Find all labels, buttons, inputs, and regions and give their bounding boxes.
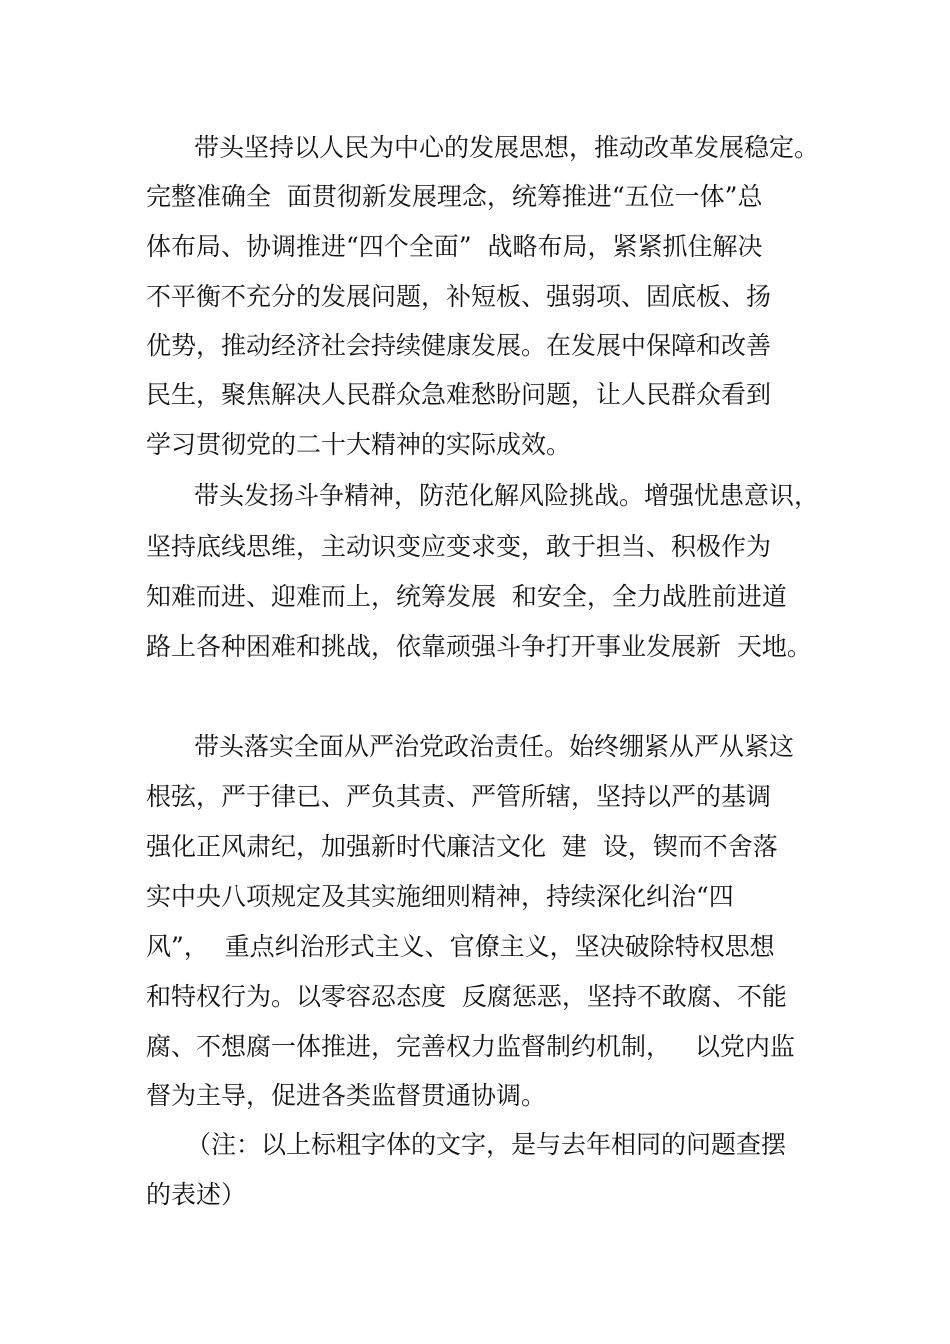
paragraph-3-line-5: 风”， 重点纠治形式主义、官僚主义，坚决破除特权思想 — [146, 932, 775, 961]
paragraph-2-line-3: 知难而进、迎难而上，统筹发展 和安全，全力战胜前进道 — [146, 582, 787, 611]
paragraph-1-line-4: 不平衡不充分的发展问题，补短板、强弱项、固底板、扬 — [146, 282, 772, 311]
paragraph-1-line-3: 体布局、协调推进“四个全面” 战略布局，紧紧抓住解决 — [146, 232, 763, 261]
paragraph-3-line-2: 根弦，严于律已、严负其责、严管所辖，坚持以严的基调 — [146, 782, 772, 811]
paragraph-1-line-1: 带头坚持以人民为中心的发展思想，推动改革发展稳定。 — [194, 133, 820, 162]
paragraph-3-line-8: 督为主导，促进各类监督贯通协调。 — [146, 1081, 547, 1110]
paragraph-1-line-2: 完整准确全 面贯彻新发展理念，统筹推进“五位一体”总 — [146, 182, 763, 211]
paragraph-1-line-5: 优势，推动经济社会持续健康发展。在发展中保障和改善 — [146, 331, 772, 360]
paragraph-1-line-7: 学习贯彻党的二十大精神的实际成效。 — [146, 430, 572, 459]
paragraph-3-line-6: 和特权行为。以零容忍态度 反腐惩恶，坚持不敢腐、不能 — [146, 982, 787, 1011]
paragraph-3-line-4: 实中央八项规定及其实施细则精神，持续深化纠治“四 — [146, 882, 734, 911]
paragraph-1-line-6: 民生，聚焦解决人民群众急难愁盼问题，让人民群众看到 — [146, 380, 772, 409]
paragraph-2-line-1: 带头发扬斗争精神，防范化解风险挑战。增强忧患意识， — [194, 481, 820, 510]
note-line-2: 的表述） — [146, 1180, 247, 1209]
note-line-1: （注：以上标粗字体的文字，是与去年相同的问题查摆 — [186, 1130, 787, 1159]
paragraph-2-line-2: 坚持底线思维，主动识变应变求变，敢于担当、积极作为 — [146, 532, 772, 561]
paragraph-2-line-4: 路上各种困难和挑战，依靠顽强斗争打开事业发展新 天地。 — [146, 632, 812, 661]
paragraph-3-line-1: 带头落实全面从严治党政治责任。始终绷紧从严从紧这 — [194, 732, 795, 761]
paragraph-3-line-7: 腐、不想腐一体推进，完善权力监督制约机制， 以党内监 — [146, 1032, 795, 1061]
paragraph-3-line-3: 强化正风肃纪，加强新时代廉洁文化 建 设，锲而不舍落 — [146, 832, 778, 861]
